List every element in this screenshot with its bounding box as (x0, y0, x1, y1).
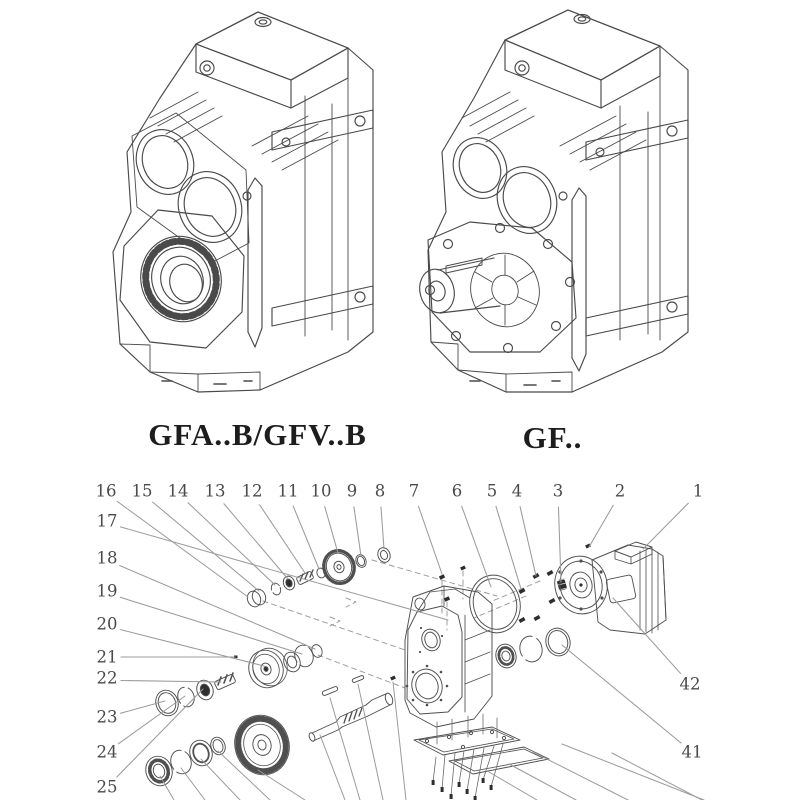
gearbox-drawing-solid-shaft (415, 10, 688, 392)
callout-number-3: 3 (552, 481, 564, 501)
callout-number-23: 23 (96, 707, 118, 727)
callout-number-14: 14 (167, 481, 189, 501)
callout-number-11: 11 (277, 481, 299, 501)
callout-leader-15 (153, 502, 259, 591)
callout-number-10: 10 (310, 481, 332, 501)
callout-annotations (96, 482, 704, 797)
callout-number-4: 4 (511, 481, 523, 501)
callout-number-41: 41 (681, 742, 703, 762)
callout-leader-1 (643, 503, 688, 549)
callout-leader-9 (354, 507, 361, 556)
adapter-flange-parts (464, 570, 567, 638)
callout-leader-7 (418, 506, 442, 574)
callout-leader-8 (381, 507, 384, 549)
callout-number-24: 24 (96, 742, 118, 762)
callout-number-17: 17 (96, 511, 118, 531)
callout-leader-23 (120, 701, 165, 713)
callout-leader-41 (562, 645, 681, 743)
callout-leader-14 (188, 503, 275, 585)
callout-number-5: 5 (486, 481, 498, 501)
callout-number-16: 16 (95, 481, 117, 501)
motor-side-rings (493, 625, 573, 670)
callout-leader-24 (118, 696, 185, 744)
callout-number-2: 2 (614, 481, 626, 501)
callout-number-12: 12 (241, 481, 263, 501)
callout-leader-42 (613, 598, 681, 674)
callout-number-19: 19 (96, 581, 118, 601)
gearbox-drawing-hollow-shaft (113, 12, 373, 392)
callout-number-22: 22 (96, 668, 118, 688)
callout-leader-16 (117, 501, 248, 597)
callout-leader-10 (325, 507, 338, 553)
callout-number-13: 13 (204, 481, 226, 501)
callout-number-6: 6 (451, 481, 463, 501)
model-label-gfab-gfvb: GFA..B/GFV..B (148, 417, 367, 452)
callout-number-20: 20 (96, 614, 118, 634)
callout-leader-2 (589, 505, 613, 547)
gasket-and-cover (414, 714, 549, 800)
callout-leader-5 (496, 506, 521, 589)
intermediate-shaft-parts (152, 643, 324, 719)
callout-leader-4 (520, 507, 536, 576)
base-bolts (432, 778, 493, 800)
callout-leader-19 (120, 597, 302, 654)
callout-number-1: 1 (692, 481, 704, 501)
callout-number-18: 18 (96, 548, 118, 568)
callout-number-9: 9 (346, 481, 358, 501)
model-label-gf: GF.. (522, 420, 583, 455)
output-shaft-parts (142, 675, 394, 790)
callout-number-15: 15 (131, 481, 153, 501)
callout-number-42: 42 (679, 674, 701, 694)
callout-number-8: 8 (374, 481, 386, 501)
callout-leader-11 (293, 506, 319, 569)
callout-number-21: 21 (96, 647, 118, 667)
callout-leader-12 (260, 505, 305, 573)
callout-number-7: 7 (408, 481, 420, 501)
callout-number-25: 25 (96, 777, 118, 797)
exploded-parts-diagram (96, 482, 705, 800)
callout-leader-6 (462, 506, 491, 587)
